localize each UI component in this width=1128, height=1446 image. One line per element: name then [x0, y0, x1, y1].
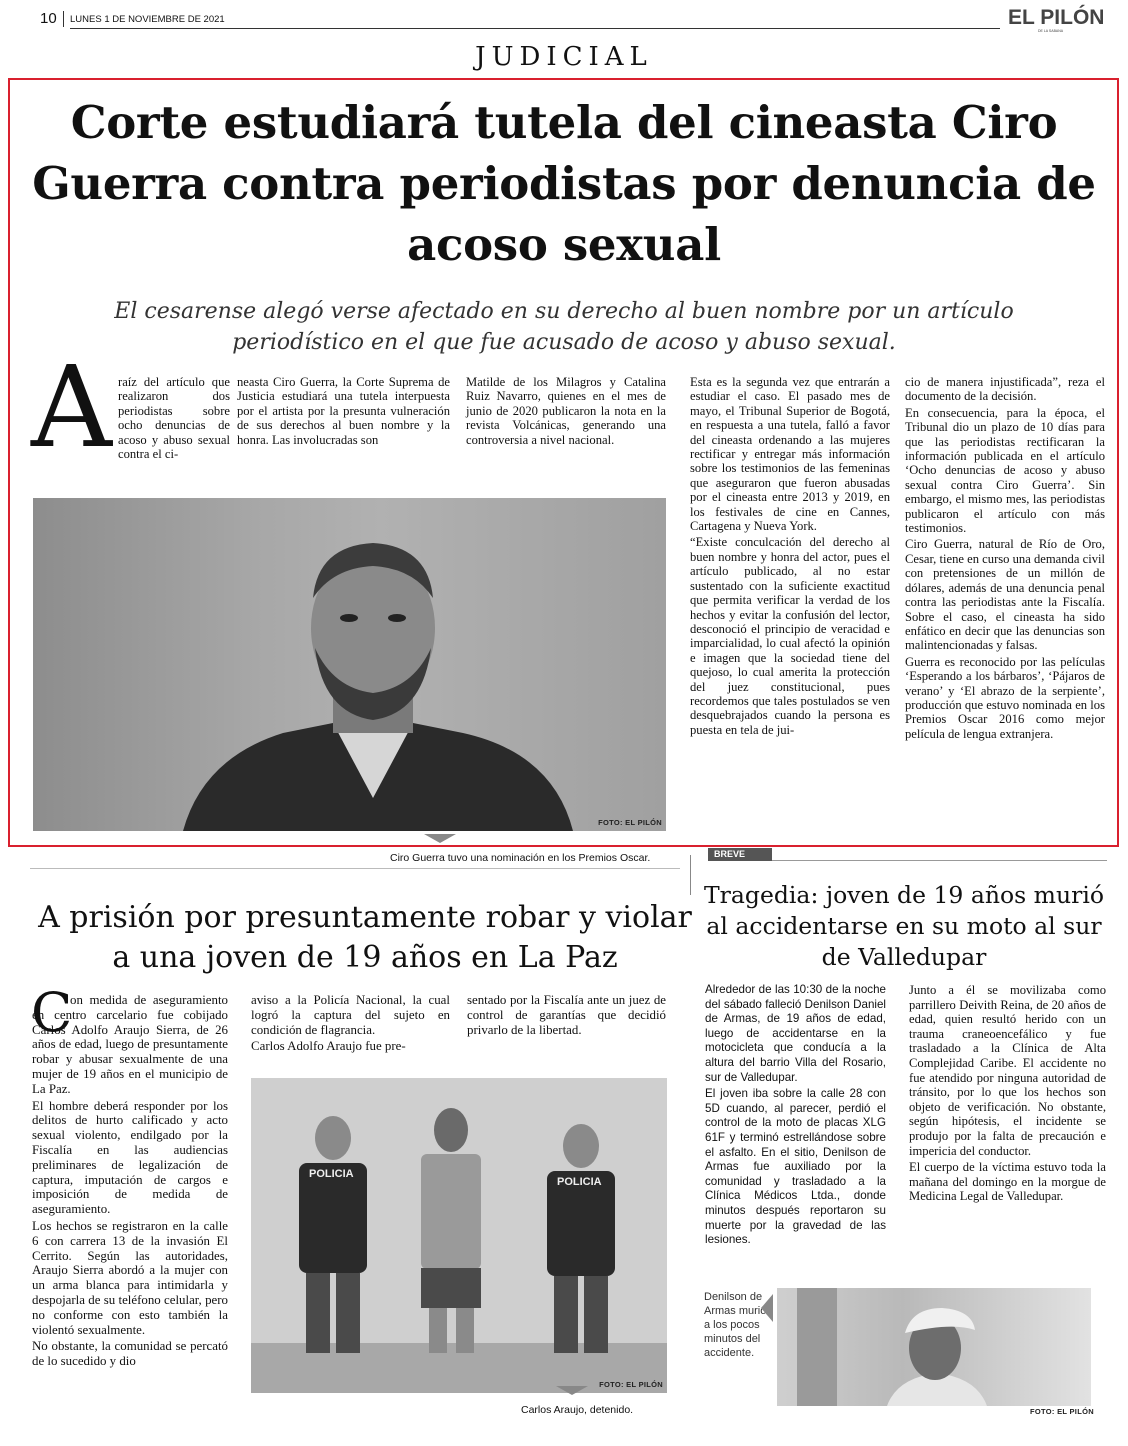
brief-col-2-p2: El cuerpo de la víctima estuvo toda la mañana del domingo en la morgue de Medicina Legal de Valledupar. [909, 1160, 1106, 1204]
main-col-3-text: Matilde de los Milagros y Catalina Ruiz Navarro, quienes en el mes de junio de 2020 publicaron la nota en la revista Volcánicas, generando una controversia a nivel nacional. [466, 375, 666, 447]
main-caption-pointer [424, 834, 456, 843]
second-col-2-p1: aviso a la Policía Nacional, la cual logró la captura del sujeto en condición de flagrancia. [251, 993, 450, 1037]
second-top-rule [30, 868, 680, 869]
newspaper-logo: EL PILÓN [1008, 6, 1105, 29]
main-headline: Corte estudiará tutela del cineasta Ciro Guerra contra periodistas por denuncia de acoso sexual [32, 96, 1096, 271]
page-header [30, 6, 1108, 33]
second-col-1-p2: El hombre deberá responder por los delitos de hurto calificado y acto sexual violento, endilgado por la Fiscalía en las audiencias preliminares de legalización de captura, imputación de cargos e imposición de medida de aseguramiento. [32, 1098, 228, 1217]
main-col-3 [466, 375, 666, 449]
arrest-photo-credit: FOTO: EL PILÓN [599, 1380, 663, 1389]
second-headline: A prisión por presuntamente robar y violar a una joven de 19 años en La Paz [38, 900, 692, 975]
main-col-5-p3: Ciro Guerra, natural de Río de Oro, Cesar, tiene en curso una demanda civil con pretensiones de un millón de dólares, además de una denuncia penal contra las periodistas ante la Fiscalía. Sobre el caso, el cineasta ha sido enfático en decir que las denuncias son malintencionadas y falsas. [905, 537, 1105, 653]
main-col-1 [118, 375, 230, 463]
main-col-1-text: raíz del artículo que realizaron dos periodistas sobre ocho denuncias de acoso y abuso sexual contra el ci- [118, 375, 230, 462]
main-col-4 [690, 375, 890, 739]
main-col-2 [237, 375, 450, 449]
arrest-caption-pointer [556, 1386, 588, 1395]
brief-divider [690, 855, 691, 895]
second-dropcap: C [31, 981, 73, 1044]
main-col-2-text: neasta Ciro Guerra, la Corte Suprema de Justicia estudiará una tutela interpuesta por el artista por la presunta vulneración de sus derechos al buen nombre y la honra. Las involucradas son [237, 375, 450, 447]
second-col-1-p1: on medida de aseguramiento en centro carcelario fue cobijado Carlos Adolfo Araujo Sierra, de 26 años de edad, luego de presuntamente robar y abusar sexualmente de una mujer de 19 años en el municipio de La Paz. [32, 993, 228, 1096]
second-col-1-p4: No obstante, la comunidad se percató de lo sucedido y dio [32, 1339, 228, 1369]
victim-photo [777, 1288, 1091, 1406]
logo-tagline: DE LA SABANA [1038, 29, 1064, 33]
brief-col-1-p2: El joven iba sobre la calle 28 con 5D cuando, al parecer, perdió el control de la moto de placas XLG 61F y terminó estrellándose sobre el asfalto. En el sitio, Denilson de Armas fue auxiliado por la comunidad y trasladado a la Clínica Médicos Ltda., donde minutos después reportaron su muerte por la gravedad de las lesiones. [705, 1087, 886, 1247]
brief-photo-caption: Denilson de Armas murió a los pocos minutos del accidente. [704, 1291, 767, 1359]
brief-col-1-p1: Alrededor de las 10:30 de la noche del sábado falleció Denilson Daniel de Armas, de 19 años de edad, luego de accidentarse en la motocicleta que conducía a la altura del barrio Villa del Rosario, sur de Valledupar. [705, 983, 886, 1084]
victim-illustration [777, 1288, 1091, 1406]
second-col-1-p3: Los hechos se registraron en la calle 6 con carrera 13 de la invasión El Cerrito. Según las autoridades, Araujo Sierra abordó a la mujer con un arma blanca para intimidarla y despojarla de su teléfono celular, pero no conforme con esto también la violentó sexualmente. [32, 1218, 228, 1337]
page-date: LUNES 1 DE NOVIEMBRE DE 2021 [70, 14, 225, 25]
second-col-3 [467, 993, 666, 1039]
arrest-illustration [251, 1078, 667, 1393]
main-col-4-p2: “Existe conculcación del derecho al buen nombre y honra del actor, pues el artículo publicado, al no estar sustentado con la suficiente exactitud que permita verificar la verdad de los hechos y evitar la confusión del lector, desconoció el principio de veracidad e imparcialidad, lo cual afectó la opinión e imagen que la sociedad tiene del quejoso, lo cual amerita la protección del juez constitucional, pues recordemos que tales postulados se ven desquebrajados cuando la persona es puesta en tela de jui- [690, 535, 890, 737]
header-separator [63, 11, 64, 27]
main-col-5-p4: Guerra es reconocido por las películas ‘Esperando a los bárbaros’, ‘Pájaros de verano’ y ‘El abrazo de la serpiente’, producción que estuvo nominada en los Premios Oscar 2016 como mejor película de lengua extranjera. [905, 654, 1105, 741]
second-col-2-p2: Carlos Adolfo Araujo fue pre- [251, 1039, 406, 1054]
brief-col-2 [909, 983, 1106, 1206]
brief-tag: BREVE [708, 848, 772, 861]
section-title: JUDICIAL [475, 42, 653, 72]
second-col-1 [32, 993, 228, 1371]
brief-col-2-p1: Junto a él se movilizaba como parrillero Deivith Reina, de 20 años de edad, quien resultó herido con un trauma craneoencefálico y fue trasladado a la Clínica de Alta Complejidad Caribe. El accidente no fue atendido por ninguna autoridad de tránsito, por lo que los hechos son objeto de verificación. No obstante, según hipótesis, el incidente se produjo por la falta de precaución e impericia del conductor. [909, 983, 1106, 1158]
second-col-3-text: sentado por la Fiscalía ante un juez de control de garantías que decidió privarlo de la libertad. [467, 993, 666, 1037]
brief-caption-pointer [761, 1294, 773, 1322]
police-vest-label-left: POLICIA [309, 1168, 354, 1180]
page-number: 10 [40, 10, 57, 27]
main-subheadline: El cesarense alegó verse afectado en su derecho al buen nombre por un artículo periodístico en el que fue acusado de acoso y abuso sexual. [114, 299, 1014, 355]
main-dropcap: A [31, 343, 112, 473]
main-photo [33, 498, 666, 831]
main-col-5-p1: cio de manera injustificada”, reza el documento de la decisión. [905, 375, 1105, 404]
second-col-2 [251, 993, 450, 1056]
header-rule [70, 28, 1000, 29]
brief-tag-rule [772, 860, 1107, 861]
main-photo-credit: FOTO: EL PILÓN [598, 818, 662, 827]
main-col-5-p2: En consecuencia, para la época, el Tribunal dio un plazo de 10 días para que las periodistas rectificaran la información publicada en el artículo ‘Ocho denuncias de acoso y abuso sexual contra Ciro Guerra’. Sin embargo, el mismo mes, las periodistas publicaron el artículo con más testimonios. [905, 405, 1105, 536]
main-col-5 [905, 375, 1105, 743]
brief-col-1 [705, 983, 886, 1250]
brief-headline: Tragedia: joven de 19 años murió al accidentarse en su moto al sur de Valledupar [704, 881, 1104, 971]
police-vest-label-right: POLICIA [557, 1176, 602, 1188]
main-photo-caption: Ciro Guerra tuvo una nominación en los Premios Oscar. [390, 852, 651, 864]
main-col-4-p1: Esta es la segunda vez que entrarán a estudiar el caso. El pasado mes de mayo, el Tribunal Superior de Bogotá, en respuesta a una tutela, falló a favor del cineasta ordenando a las mujeres rectificar y entregar más información sobre los testimonios de las femeninas que aseguraron que fueron abusadas por el cineasta entre 2013 y 2019, en los festivales de cine en Cannes, Cartagena y Nueva York. [690, 375, 890, 534]
victim-photo-credit: FOTO: EL PILÓN [1030, 1407, 1094, 1416]
portrait-illustration [33, 498, 666, 831]
arrest-photo [251, 1078, 667, 1393]
arrest-photo-caption: Carlos Araujo, detenido. [521, 1404, 634, 1416]
